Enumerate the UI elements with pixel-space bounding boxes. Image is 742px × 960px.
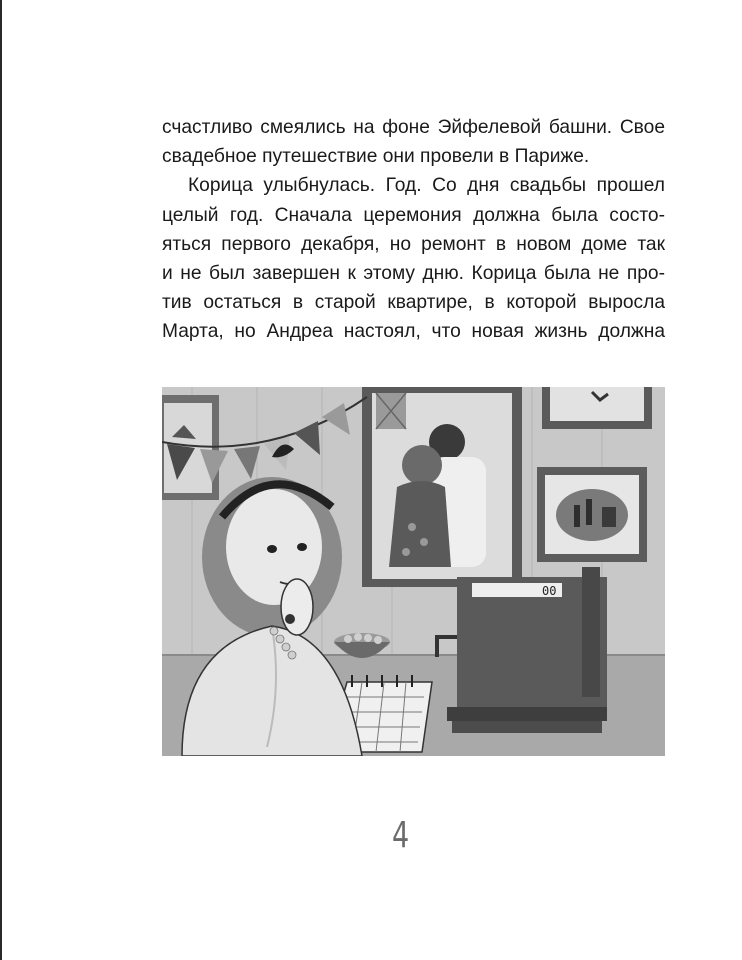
text-line: целый год. Сначала церемония должна была состо- [162,204,665,226]
text-line: и не был завершен к этому дню. Корица была не про- [162,262,665,284]
text-line: свадебное путешествие они провели в Париже. [162,146,590,168]
illustration [162,387,665,756]
page-edge [0,0,2,960]
page-number: 4 [392,815,410,856]
text-line: яться первого декабря, но ремонт в новом доме так [162,233,665,255]
register-display: 00 [542,584,557,598]
text-line: Корица улыбнулась. Год. Со дня свадьбы прошел [188,175,665,197]
body-text [162,113,665,347]
text-line: Марта, но Андреа настоял, что новая жизнь должна [162,321,665,343]
text-line: счастливо смеялись на фоне Эйфелевой башни. Свое [162,117,665,138]
text-line: тив остаться в старой квартире, в которой выросла [162,292,665,314]
